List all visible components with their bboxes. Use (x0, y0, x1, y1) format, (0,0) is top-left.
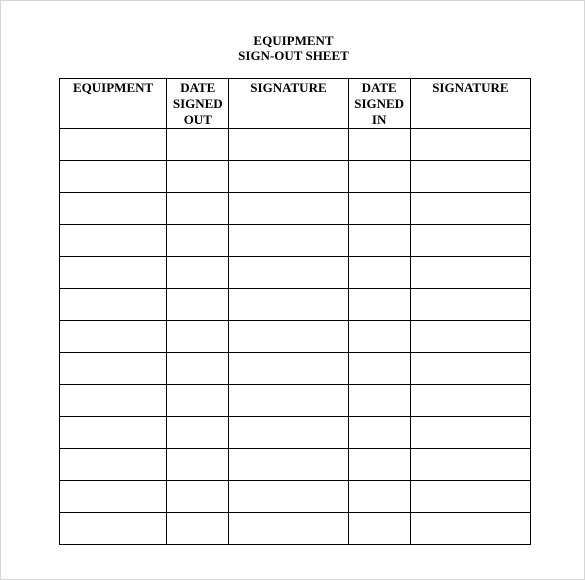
table-row (60, 449, 531, 481)
date-signed-out-cell (167, 289, 229, 321)
date-signed-out-cell (167, 257, 229, 289)
signature-out-cell (229, 257, 348, 289)
table-header-row (60, 79, 531, 129)
date-signed-out-cell (167, 129, 229, 161)
equipment-cell (60, 257, 167, 289)
signature-out-cell (229, 161, 348, 193)
header-text: SIGNED (354, 96, 405, 111)
signature-out-cell (229, 385, 348, 417)
column-header-date-signed-out (167, 79, 229, 129)
table-row (60, 513, 531, 545)
signature-in-cell (410, 321, 530, 353)
column-header-date-signed-in (348, 79, 410, 129)
date-signed-out-cell (167, 481, 229, 513)
column-header-signature-in (410, 79, 530, 129)
signature-out-cell (229, 225, 348, 257)
table-body (60, 129, 531, 545)
date-signed-out-cell (167, 161, 229, 193)
signature-in-cell (410, 161, 530, 193)
sheet-subtitle: SIGN-OUT SHEET (238, 48, 349, 63)
signature-in-cell (410, 481, 530, 513)
signature-in-cell (410, 225, 530, 257)
signature-in-cell (410, 353, 530, 385)
date-signed-in-cell (348, 353, 410, 385)
signature-in-cell (410, 449, 530, 481)
table-row (60, 161, 531, 193)
table-row (60, 257, 531, 289)
equipment-cell (60, 481, 167, 513)
sign-out-table (59, 78, 531, 545)
header-text: SIGNED (172, 96, 223, 111)
date-signed-out-cell (167, 353, 229, 385)
header-text: EQUIPMENT (73, 80, 154, 95)
date-signed-in-cell (348, 161, 410, 193)
signature-out-cell (229, 449, 348, 481)
equipment-cell (60, 353, 167, 385)
equipment-cell (60, 129, 167, 161)
date-signed-out-cell (167, 449, 229, 481)
date-signed-in-cell (348, 193, 410, 225)
equipment-cell (60, 225, 167, 257)
date-signed-in-cell (348, 321, 410, 353)
date-signed-in-cell (348, 225, 410, 257)
date-signed-in-cell (348, 257, 410, 289)
header-text: OUT (183, 112, 212, 127)
sheet-title: EQUIPMENT (253, 33, 334, 48)
date-signed-in-cell (348, 481, 410, 513)
signature-out-cell (229, 481, 348, 513)
equipment-cell (60, 161, 167, 193)
date-signed-in-cell (348, 417, 410, 449)
date-signed-out-cell (167, 385, 229, 417)
signature-in-cell (410, 417, 530, 449)
signature-out-cell (229, 513, 348, 545)
signature-out-cell (229, 129, 348, 161)
date-signed-in-cell (348, 513, 410, 545)
table-row (60, 385, 531, 417)
signature-in-cell (410, 513, 530, 545)
signature-in-cell (410, 193, 530, 225)
date-signed-in-cell (348, 289, 410, 321)
signature-out-cell (229, 193, 348, 225)
date-signed-out-cell (167, 193, 229, 225)
table-row (60, 129, 531, 161)
date-signed-in-cell (348, 449, 410, 481)
header-text: IN (371, 112, 387, 127)
header-text: DATE (361, 80, 397, 95)
date-signed-out-cell (167, 321, 229, 353)
equipment-cell (60, 321, 167, 353)
column-header-equipment (60, 79, 167, 129)
signature-out-cell (229, 417, 348, 449)
table-row (60, 289, 531, 321)
table-row (60, 225, 531, 257)
header-text: DATE (180, 80, 216, 95)
date-signed-in-cell (348, 129, 410, 161)
header-text: SIGNATURE (250, 80, 327, 95)
date-signed-in-cell (348, 385, 410, 417)
signature-in-cell (410, 385, 530, 417)
table-row (60, 353, 531, 385)
column-header-signature-out (229, 79, 348, 129)
date-signed-out-cell (167, 417, 229, 449)
table-row (60, 481, 531, 513)
signature-out-cell (229, 321, 348, 353)
header-text: SIGNATURE (432, 80, 509, 95)
signature-out-cell (229, 353, 348, 385)
signature-in-cell (410, 129, 530, 161)
equipment-cell (60, 417, 167, 449)
signature-in-cell (410, 257, 530, 289)
date-signed-out-cell (167, 225, 229, 257)
signature-out-cell (229, 289, 348, 321)
equipment-cell (60, 289, 167, 321)
signature-in-cell (410, 289, 530, 321)
date-signed-out-cell (167, 513, 229, 545)
equipment-cell (60, 193, 167, 225)
table-row (60, 193, 531, 225)
table-row (60, 321, 531, 353)
equipment-cell (60, 385, 167, 417)
equipment-cell (60, 449, 167, 481)
table-row (60, 417, 531, 449)
equipment-cell (60, 513, 167, 545)
